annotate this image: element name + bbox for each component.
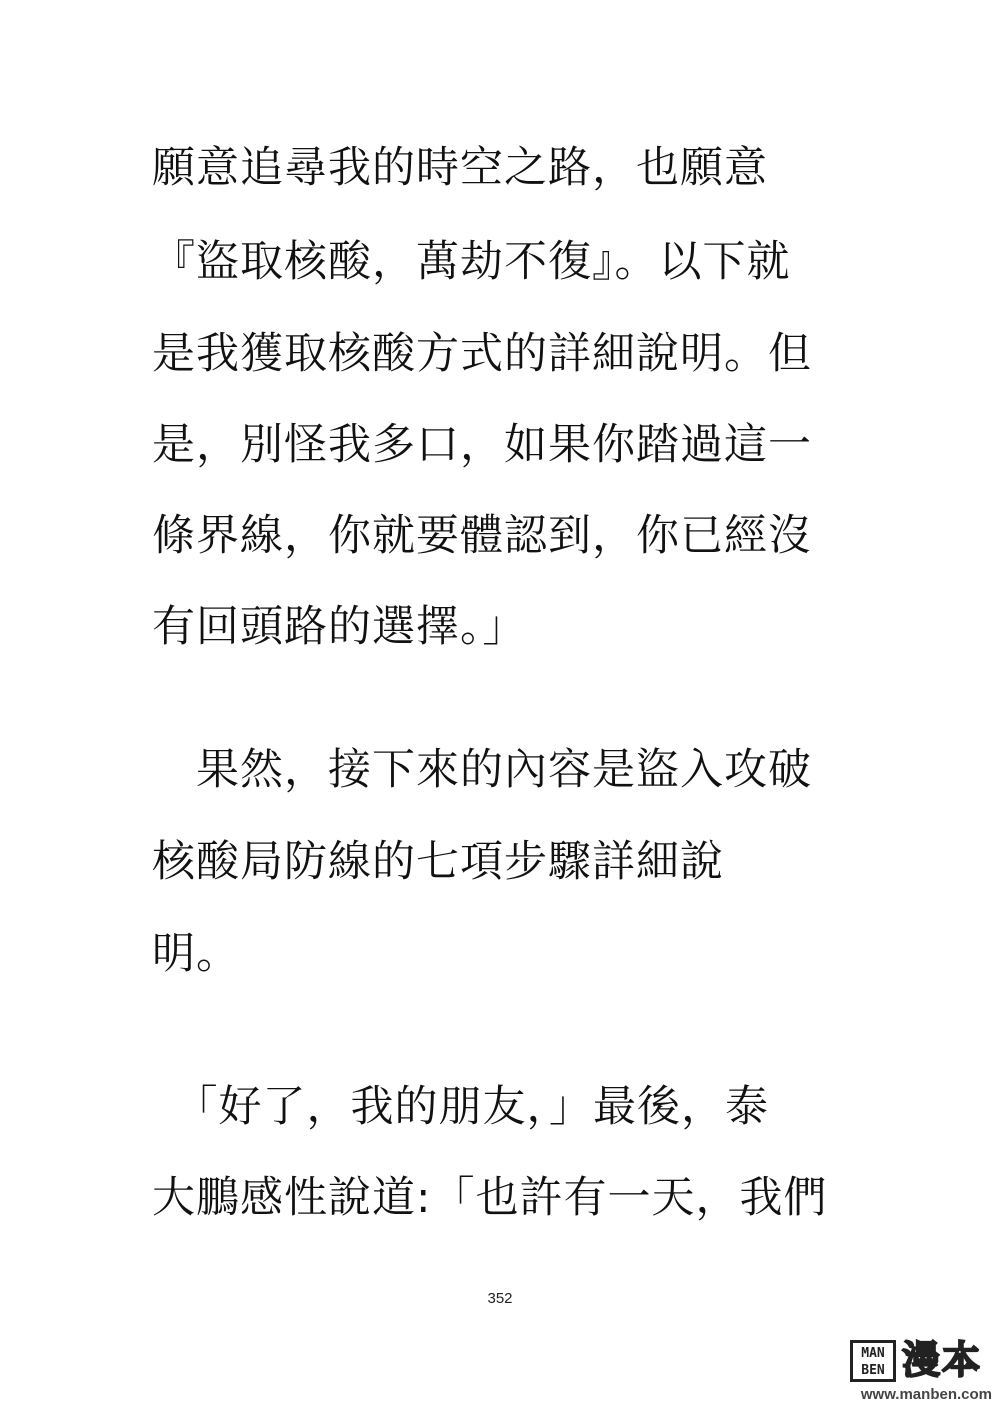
watermark-title: 漫本 (902, 1338, 983, 1382)
page-number: 352 (487, 1290, 513, 1307)
text-line-10: 「好了，我的朋友，」最後，泰 (152, 1082, 769, 1132)
text-line-7: 果然，接下來的內容是盜入攻破 (152, 745, 812, 795)
text-line-6: 有回頭路的選擇。」 (152, 602, 527, 652)
text-line-11: 大鵬感性說道:「也許有一天，我們 (152, 1173, 828, 1223)
text-line-9: 明。 (152, 929, 240, 979)
watermark (850, 1336, 992, 1406)
text-line-2: 『盜取核酸，萬劫不復』。以下就 (152, 237, 791, 287)
text-line-1: 願意追尋我的時空之路，也願意 (152, 143, 768, 193)
text-line-4: 是，別怪我多口，如果你踏過這一 (152, 420, 812, 470)
text-line-8: 核酸局防線的七項步驟詳細說 (152, 837, 724, 887)
watermark-url: www.manben.com (860, 1386, 992, 1403)
text-line-3: 是我獲取核酸方式的詳細說明。但 (152, 329, 812, 379)
watermark-logo-icon: MAN BEN (850, 1340, 896, 1382)
text-line-5: 條界線，你就要體認到，你已經沒 (152, 511, 812, 561)
